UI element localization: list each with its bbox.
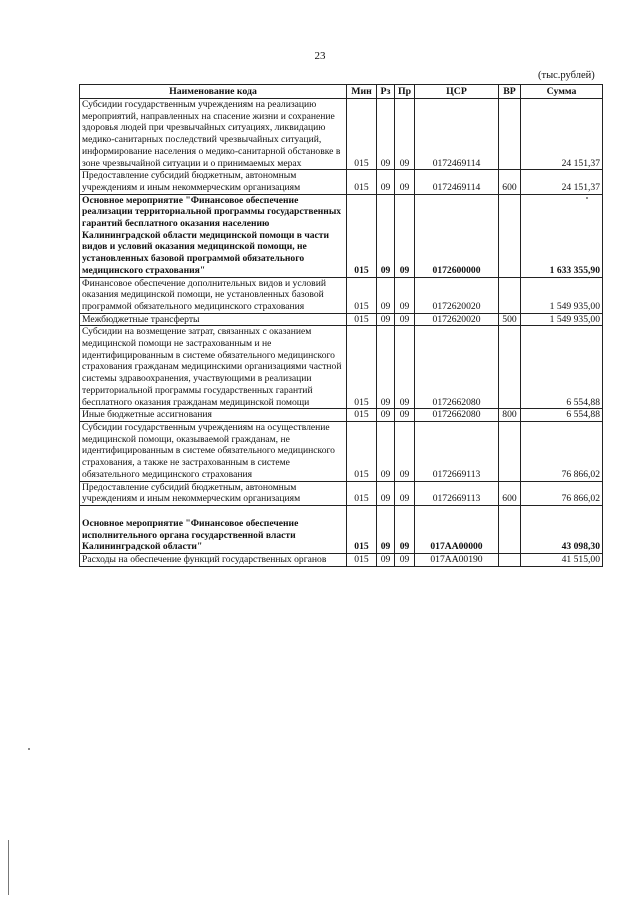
row-name: Финансовое обеспечение дополнительных видов и условий оказания медицинской помощи, не установленных базовой программой обязательного медицинского страхования [80, 277, 347, 313]
table-row [80, 505, 603, 553]
row-name: Субсидии государственным учреждениям на осуществление медицинской помощи, оказываемой гражданам, не идентифицированным в системе обязательного медицинского страхования, а также не застрахованным в системе обязательного медицинского страхования [80, 421, 347, 481]
row-name: Расходы на обеспечение функций государственных органов [80, 554, 347, 567]
row-csr: 0172669113 [415, 421, 499, 481]
table-row [80, 409, 603, 422]
row-min: 015 [347, 194, 377, 277]
row-pr: 09 [395, 409, 415, 422]
row-vr [499, 277, 521, 313]
row-vr: 500 [499, 313, 521, 326]
row-sum: 6 554,88 [521, 409, 603, 422]
row-name: Предоставление субсидий бюджетным, автономным учреждениям и иным некоммерческим организациям [80, 481, 347, 505]
row-rz: 09 [377, 409, 395, 422]
scan-margin-line [8, 840, 9, 895]
scan-speck [586, 197, 588, 199]
row-vr [499, 554, 521, 567]
row-csr: 0172469114 [415, 170, 499, 194]
row-name: Субсидии государственным учреждениям на реализацию мероприятий, направленных на спасение жизни и сохранение здоровья людей при чрезвычайных ситуациях, ликвидацию медико-санитарных последствий чрезвычайных ситуаций, информирование населения о медико-санитарной обстановке в зоне чрезвычайной ситуации и о принимаемых мерах [80, 99, 347, 170]
row-rz: 09 [377, 421, 395, 481]
row-sum: 6 554,88 [521, 326, 603, 409]
row-vr: 600 [499, 170, 521, 194]
row-name: Межбюджетные трансферты [80, 313, 347, 326]
row-name: Основное мероприятие "Финансовое обеспечение исполнительного органа государственной власти Калининградской области" [80, 505, 347, 553]
row-rz: 09 [377, 313, 395, 326]
row-sum: 41 515,00 [521, 554, 603, 567]
table-row [80, 277, 603, 313]
row-vr: 600 [499, 481, 521, 505]
row-rz: 09 [377, 481, 395, 505]
row-csr: 0172662080 [415, 409, 499, 422]
row-name: Основное мероприятие "Финансовое обеспечение реализации территориальной программы государственных гарантий бесплатного оказания населению Калининградской области медицинской помощи в части видов и условий оказания медицинской помощи, не установленных базовой программой обязательного медицинского страхования" [80, 194, 347, 277]
row-min: 015 [347, 99, 377, 170]
unit-label: (тыс.рублей) [538, 70, 595, 81]
row-csr: 0172469114 [415, 99, 499, 170]
row-min: 015 [347, 409, 377, 422]
row-sum: 1 549 935,00 [521, 277, 603, 313]
header-rz: Рз [377, 85, 395, 99]
row-sum: 76 866,02 [521, 421, 603, 481]
row-min: 015 [347, 170, 377, 194]
row-name: Иные бюджетные ассигнования [80, 409, 347, 422]
row-min: 015 [347, 313, 377, 326]
row-pr: 09 [395, 277, 415, 313]
row-sum: 43 098,30 [521, 505, 603, 553]
row-rz: 09 [377, 505, 395, 553]
row-pr: 09 [395, 481, 415, 505]
row-vr [499, 99, 521, 170]
row-sum: 76 866,02 [521, 481, 603, 505]
row-csr: 0172620020 [415, 277, 499, 313]
row-sum: 1 549 935,00 [521, 313, 603, 326]
row-rz: 09 [377, 170, 395, 194]
row-pr: 09 [395, 421, 415, 481]
table-row [80, 99, 603, 170]
row-csr: 0172662080 [415, 326, 499, 409]
row-vr [499, 421, 521, 481]
table-row [80, 481, 603, 505]
page-number: 23 [314, 50, 326, 62]
row-min: 015 [347, 421, 377, 481]
table-row [80, 170, 603, 194]
row-csr: 017АА00000 [415, 505, 499, 553]
table-row [80, 326, 603, 409]
row-rz: 09 [377, 194, 395, 277]
row-pr: 09 [395, 99, 415, 170]
table-row [80, 313, 603, 326]
row-pr: 09 [395, 313, 415, 326]
row-pr: 09 [395, 170, 415, 194]
row-vr [499, 194, 521, 277]
row-vr [499, 326, 521, 409]
scan-speck [28, 748, 30, 750]
row-pr: 09 [395, 505, 415, 553]
row-min: 015 [347, 326, 377, 409]
header-name: Наименование кода [80, 85, 347, 99]
header-sum: Сумма [521, 85, 603, 99]
row-pr: 09 [395, 326, 415, 409]
row-csr: 0172669113 [415, 481, 499, 505]
row-vr: 800 [499, 409, 521, 422]
row-rz: 09 [377, 326, 395, 409]
row-min: 015 [347, 554, 377, 567]
table-row [80, 421, 603, 481]
row-pr: 09 [395, 554, 415, 567]
row-rz: 09 [377, 99, 395, 170]
row-name: Предоставление субсидий бюджетным, автономным учреждениям и иным некоммерческим организациям [80, 170, 347, 194]
row-csr: 0172620020 [415, 313, 499, 326]
row-min: 015 [347, 481, 377, 505]
header-min: Мин [347, 85, 377, 99]
row-sum: 24 151,37 [521, 170, 603, 194]
row-rz: 09 [377, 277, 395, 313]
table-row [80, 194, 603, 277]
row-pr: 09 [395, 194, 415, 277]
table-row [80, 554, 603, 567]
budget-table [79, 84, 603, 567]
row-name: Субсидии на возмещение затрат, связанных с оказанием медицинской помощи не застрахованным и не идентифицированным в системе обязательного медицинского страхования гражданам медицинскими организациями частной системы здравоохранения, участвующими в реализации территориальной программы государственных гарантий бесплатного оказания гражданам медицинской помощи [80, 326, 347, 409]
row-rz: 09 [377, 554, 395, 567]
row-min: 015 [347, 505, 377, 553]
row-vr [499, 505, 521, 553]
row-sum: 1 633 355,90 [521, 194, 603, 277]
header-pr: Пр [395, 85, 415, 99]
row-csr: 0172600000 [415, 194, 499, 277]
row-sum: 24 151,37 [521, 99, 603, 170]
row-min: 015 [347, 277, 377, 313]
table-header-row [80, 85, 603, 99]
row-csr: 017АА00190 [415, 554, 499, 567]
header-vr: ВР [499, 85, 521, 99]
header-csr: ЦСР [415, 85, 499, 99]
